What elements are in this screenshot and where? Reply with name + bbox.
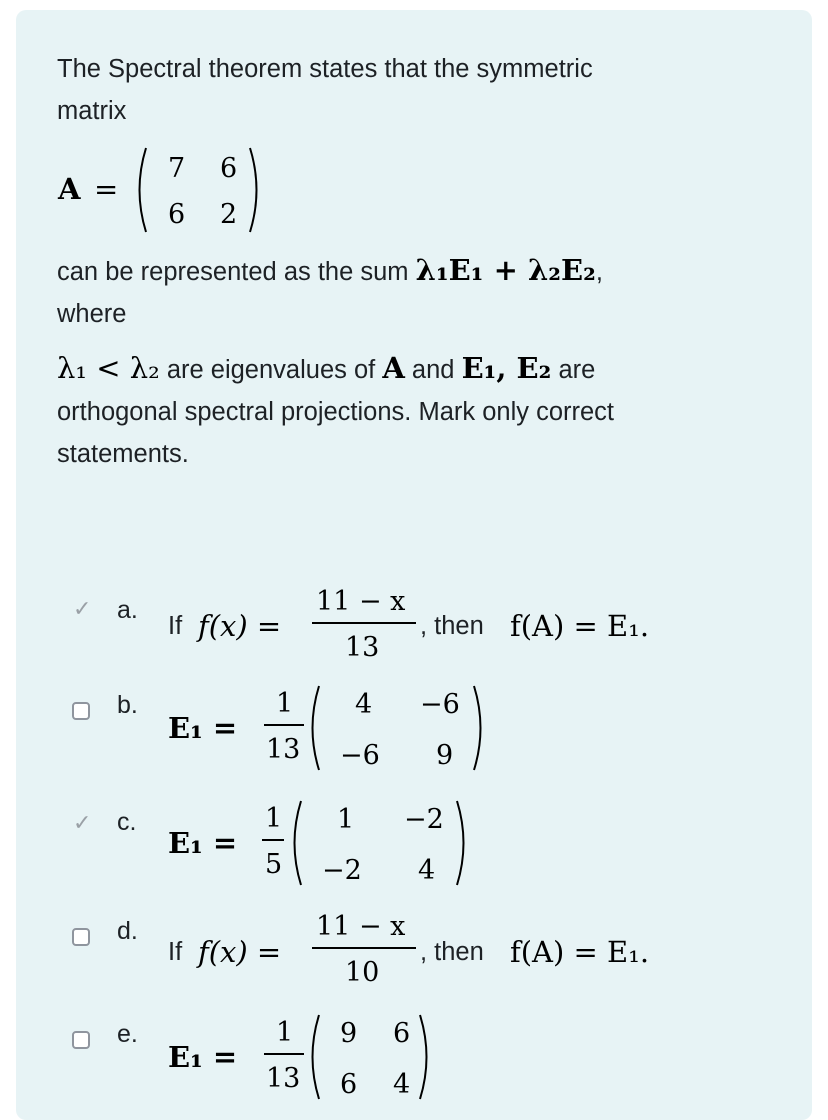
- sum-comma: ,: [595, 258, 603, 286]
- fraction-bar: [312, 622, 416, 624]
- fraction-numerator: 1: [276, 1017, 294, 1048]
- intro-line-1: The Spectral theorem states that the symmetric: [57, 55, 593, 83]
- matrix-a-symbol: A: [58, 172, 81, 206]
- option-lhs: E₁ =: [168, 711, 238, 745]
- eigen-a: A: [382, 351, 405, 385]
- matrix-cell: 9: [436, 740, 454, 771]
- right-paren-icon: [248, 146, 264, 234]
- option-letter: a.: [117, 596, 138, 624]
- fraction-bar: [264, 1053, 304, 1055]
- matrix-cell: 4: [355, 689, 373, 720]
- option-suffix: , then: [420, 938, 484, 966]
- fraction-denominator: 13: [266, 1063, 301, 1094]
- fraction-denominator: 13: [266, 734, 301, 765]
- matrix-a-cell: 7: [168, 153, 186, 184]
- eigen-inequality: λ₁ < λ₂: [57, 351, 160, 385]
- matrix-a-cell: 2: [220, 199, 238, 230]
- sum-line: [57, 251, 603, 293]
- left-paren-icon: [305, 1013, 321, 1101]
- eigen-line: [57, 349, 595, 391]
- option-lhs: E₁ =: [168, 1040, 238, 1074]
- matrix-a-cell: 6: [168, 199, 186, 230]
- option-lhs: f(x) =: [198, 609, 282, 643]
- option-suffix: , then: [420, 612, 484, 640]
- option-result: f(A) = E₁.: [510, 935, 650, 969]
- matrix-cell: 9: [340, 1018, 358, 1049]
- option-prefix: If: [168, 938, 183, 966]
- equals-sign: =: [94, 172, 119, 206]
- fraction-denominator: 10: [345, 957, 380, 988]
- fraction-numerator: 1: [265, 803, 283, 834]
- matrix-cell: −2: [322, 855, 362, 886]
- where-text: where: [57, 300, 127, 328]
- checkbox[interactable]: [72, 1031, 90, 1049]
- option-letter: d.: [117, 917, 138, 945]
- fraction-numerator: 11 − x: [316, 586, 406, 617]
- sum-expression: λ₁E₁ + λ₂E₂: [415, 253, 596, 287]
- eigen-e: E₁, E₂: [461, 351, 552, 385]
- option-lhs: E₁ =: [168, 826, 238, 860]
- checkbox[interactable]: [72, 928, 90, 946]
- left-paren-icon: [287, 799, 303, 887]
- matrix-cell: 6: [340, 1069, 358, 1100]
- sum-text: can be represented as the sum: [57, 258, 416, 286]
- option-lhs: f(x) =: [198, 935, 282, 969]
- check-mark-icon[interactable]: ✓: [73, 597, 92, 622]
- option-result: f(A) = E₁.: [510, 609, 650, 643]
- eigen-text: are eigenvalues of: [159, 356, 383, 384]
- matrix-cell: −6: [420, 689, 460, 720]
- matrix-cell: 4: [393, 1069, 411, 1100]
- left-paren-icon: [305, 684, 321, 772]
- matrix-cell: −2: [404, 804, 444, 835]
- eigen-and: and: [404, 356, 462, 384]
- fraction-denominator: 13: [345, 632, 380, 663]
- fraction-numerator: 1: [276, 688, 294, 719]
- matrix-cell: 4: [418, 855, 436, 886]
- checkbox[interactable]: [72, 702, 90, 720]
- option-letter: e.: [117, 1020, 138, 1048]
- check-mark-icon[interactable]: ✓: [73, 811, 92, 836]
- right-paren-icon: [455, 799, 471, 887]
- option-letter: c.: [117, 808, 137, 836]
- orthogonal-line: orthogonal spectral projections. Mark only correct: [57, 398, 615, 426]
- eigen-are: are: [551, 356, 596, 384]
- fraction-bar: [264, 724, 304, 726]
- fraction-denominator: 5: [265, 849, 283, 880]
- option-letter: b.: [117, 691, 138, 719]
- intro-line-2: matrix: [57, 97, 127, 125]
- fraction-bar: [262, 839, 284, 841]
- statements-line: statements.: [57, 440, 189, 468]
- left-paren-icon: [132, 146, 148, 234]
- right-paren-icon: [418, 1013, 434, 1101]
- right-paren-icon: [472, 684, 488, 772]
- option-prefix: If: [168, 612, 183, 640]
- matrix-cell: −6: [340, 740, 380, 771]
- matrix-cell: 6: [393, 1018, 411, 1049]
- fraction-bar: [312, 947, 416, 949]
- matrix-a-cell: 6: [220, 153, 238, 184]
- fraction-numerator: 11 − x: [316, 911, 406, 942]
- matrix-cell: 1: [337, 804, 355, 835]
